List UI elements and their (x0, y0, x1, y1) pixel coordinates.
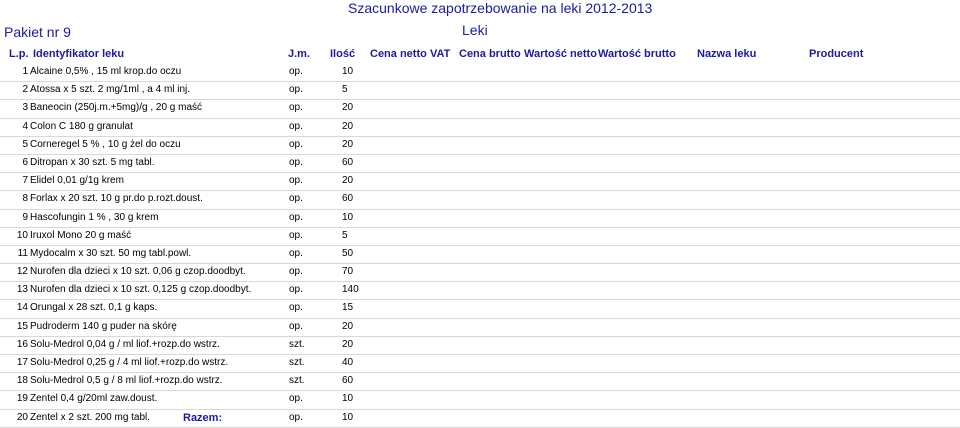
table-row (0, 64, 960, 82)
row-drug-id: Alcaine 0,5% , 15 ml krop.do oczu (30, 66, 182, 77)
total-label: Razem: (183, 412, 223, 424)
row-lp: 14 (16, 302, 28, 314)
document-title: Szacunkowe zapotrzebowanie na leki 2012-2013 (348, 0, 653, 16)
table-row (0, 119, 960, 137)
col-header-gross-value: Wartość brutto (598, 48, 676, 60)
table-row (0, 137, 960, 155)
row-unit: szt. (289, 375, 305, 387)
row-quantity: 20 (342, 338, 354, 350)
row-lp: 6 (22, 156, 28, 168)
row-quantity: 10 (342, 211, 354, 223)
row-quantity: 40 (342, 357, 354, 368)
row-drug-id: Solu-Medrol 0,04 g / ml liof.+rozp.do wstrz. (30, 338, 220, 350)
table-row (0, 282, 960, 300)
row-lp: 16 (16, 338, 28, 350)
row-unit: op. (289, 66, 303, 77)
col-header-net-price: Cena netto (370, 48, 427, 60)
row-quantity: 60 (342, 193, 354, 205)
row-unit: op. (289, 247, 303, 259)
row-unit: op. (289, 302, 303, 314)
row-quantity: 15 (342, 302, 354, 314)
table-row (0, 100, 960, 118)
table-row (0, 355, 960, 373)
row-unit: op. (289, 84, 303, 96)
row-drug-id: Ditropan x 30 szt. 5 mg tabl. (30, 156, 155, 168)
drug-table (0, 64, 960, 428)
row-unit: op. (289, 393, 303, 405)
row-unit: op. (289, 211, 303, 223)
col-header-lp: L.p. (9, 48, 29, 60)
row-unit: op. (289, 156, 303, 168)
row-quantity: 10 (342, 393, 354, 405)
row-drug-id: Hascofungin 1 % , 30 g krem (30, 211, 159, 223)
package-label: Pakiet nr 9 (4, 24, 71, 40)
row-quantity: 140 (342, 284, 359, 296)
table-row (0, 246, 960, 264)
row-quantity: 60 (342, 156, 354, 168)
row-lp: 10 (16, 229, 28, 241)
row-unit: op. (289, 229, 303, 241)
col-header-gross-price: Cena brutto (459, 48, 521, 60)
table-row (0, 82, 960, 100)
table-row (0, 373, 960, 391)
row-lp: 15 (16, 320, 28, 332)
table-row (0, 173, 960, 191)
table-row (0, 410, 960, 428)
col-header-vat: VAT (430, 48, 451, 60)
row-quantity: 60 (342, 375, 354, 387)
row-lp: 17 (16, 357, 28, 368)
row-lp: 19 (16, 393, 28, 405)
table-row (0, 210, 960, 228)
row-drug-id: Zentel 0,4 g/20ml zaw.doust. (30, 393, 158, 405)
row-quantity: 5 (342, 84, 348, 96)
row-drug-id: Zentel x 2 szt. 200 mg tabl. (30, 411, 151, 423)
table-row (0, 264, 960, 282)
row-lp: 4 (22, 120, 28, 132)
row-quantity: 5 (342, 229, 348, 241)
row-quantity: 70 (342, 266, 354, 278)
table-row (0, 191, 960, 209)
row-lp: 18 (16, 375, 28, 387)
col-header-jm: J.m. (288, 48, 311, 60)
row-drug-id: Nurofen dla dzieci x 10 szt. 0,125 g czop.doodbyt. (30, 284, 252, 296)
row-unit: op. (289, 411, 303, 423)
col-header-net-value: Wartość netto (524, 48, 597, 60)
row-lp: 1 (22, 66, 28, 77)
row-drug-id: Pudroderm 140 g puder na skórę (30, 320, 177, 332)
row-lp: 3 (22, 102, 28, 114)
table-row (0, 391, 960, 409)
row-unit: op. (289, 193, 303, 205)
col-header-id: Identyfikator leku (33, 48, 125, 60)
row-drug-id: Nurofen dla dzieci x 10 szt. 0,06 g czop.doodbyt. (30, 266, 246, 278)
row-unit: op. (289, 320, 303, 332)
row-lp: 5 (22, 138, 28, 150)
row-quantity: 20 (342, 138, 354, 150)
row-unit: op. (289, 102, 303, 114)
col-header-qty: Ilość (330, 48, 356, 60)
table-row (0, 228, 960, 246)
row-quantity: 20 (342, 320, 354, 332)
row-lp: 12 (16, 266, 28, 278)
row-drug-id: Corneregel 5 % , 10 g żel do oczu (30, 138, 181, 150)
row-unit: op. (289, 266, 303, 278)
row-drug-id: Mydocalm x 30 szt. 50 mg tabl.powl. (30, 247, 192, 259)
row-quantity: 10 (342, 66, 354, 77)
col-header-producer: Producent (809, 48, 864, 60)
row-quantity: 50 (342, 247, 354, 259)
row-quantity: 20 (342, 175, 354, 187)
row-lp: 7 (22, 175, 28, 187)
col-header-drug-name: Nazwa leku (697, 48, 757, 60)
row-unit: op. (289, 138, 303, 150)
row-drug-id: Iruxol Mono 20 g maść (30, 229, 132, 241)
row-unit: szt. (289, 357, 305, 368)
row-drug-id: Elidel 0,01 g/1g krem (30, 175, 124, 187)
row-drug-id: Orungal x 28 szt. 0,1 g kaps. (30, 302, 158, 314)
table-row (0, 300, 960, 318)
row-lp: 9 (22, 211, 28, 223)
row-unit: op. (289, 120, 303, 132)
row-lp: 13 (16, 284, 28, 296)
row-drug-id: Solu-Medrol 0,25 g / 4 ml liof.+rozp.do wstrz. (30, 357, 229, 368)
row-drug-id: Baneocin (250j.m.+5mg)/g , 20 g maść (30, 102, 203, 114)
row-drug-id: Atossa x 5 szt. 2 mg/1ml , a 4 ml inj. (30, 84, 191, 96)
row-unit: szt. (289, 338, 305, 350)
row-drug-id: Forlax x 20 szt. 10 g pr.do p.rozt.doust. (30, 193, 203, 205)
row-lp: 20 (16, 411, 28, 423)
table-row (0, 155, 960, 173)
row-lp: 2 (22, 84, 28, 96)
row-quantity: 20 (342, 120, 354, 132)
row-unit: op. (289, 175, 303, 187)
row-quantity: 10 (342, 411, 354, 423)
row-quantity: 20 (342, 102, 354, 114)
document-subtitle: Leki (462, 22, 488, 38)
table-row (0, 319, 960, 337)
row-lp: 8 (22, 193, 28, 205)
row-unit: op. (289, 284, 303, 296)
row-drug-id: Colon C 180 g granulat (30, 120, 133, 132)
row-lp: 11 (17, 247, 28, 259)
row-drug-id: Solu-Medrol 0,5 g / 8 ml liof.+rozp.do wstrz. (30, 375, 223, 387)
table-row (0, 337, 960, 355)
